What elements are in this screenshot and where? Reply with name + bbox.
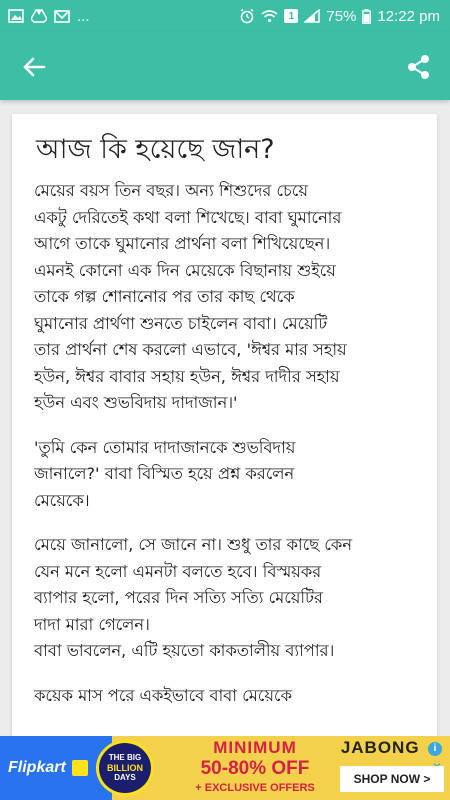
bbd-top: THE BIG [108,753,142,762]
ad-offer-text [170,738,340,796]
notification-icons [0,8,90,25]
jabong-logo: JABONG [340,738,420,757]
signal-icon [304,9,320,23]
share-icon [402,68,434,87]
status-bar [0,0,450,32]
story-paragraph: কয়েক মাস পরে একইভাবে বাবা মেয়েকে [34,685,292,705]
sim-badge: 1 [284,9,298,23]
wifi-icon [261,9,278,23]
image-icon [8,9,24,23]
app-bar [0,32,450,100]
story-paragraph: মেয়ে জানালো, সে জানে না। শুধু তার কাছে কেন যেন মনে হলো এমনটা বলতে হবে। বিস্ময়কর ব্যাপার হলো, পরের দিন সত্যি সত্যি মেয়েটির দাদা মারা গেলেন। বাবা ভাবলেন, এটি হয়তো কাকতালীয় ব্যাপার। [34,535,352,660]
share-button[interactable] [402,51,434,83]
system-icons [239,8,450,25]
arrow-back-icon [18,68,50,87]
ad-offer-line2: 50-80% OFF [200,758,310,779]
bbd-mid: BILLION [107,763,143,773]
shopping-bag-icon [72,760,88,776]
drive-icon [31,9,47,23]
story-paragraph: 'তুমি কেন তোমার দাদাজানকে শুভবিদায় জানালে?' বাবা বিস্মিত হয়ে প্রশ্ন করলেন মেয়েকে। [34,437,296,510]
alarm-icon [239,8,255,24]
back-button[interactable] [18,51,50,83]
more-notifications: ... [77,7,90,25]
big-billion-days-badge [96,740,154,796]
ad-info-icon[interactable]: i [428,742,442,756]
battery-percent: 75% [326,7,357,25]
bbd-bottom: DAYS [114,773,136,782]
ad-banner[interactable] [0,736,450,800]
battery-icon [362,9,371,24]
clock: 12:22 pm [377,7,440,25]
story-card [12,114,437,754]
story-title: আজ কি হয়েছে জান? [36,134,275,165]
ad-offer-line3: + EXCLUSIVE OFFERS [195,782,315,794]
flipkart-label: Flipkart [8,759,66,776]
ad-offer-line1: MINIMUM [213,738,297,757]
gmail-icon [54,10,70,23]
story-body [12,178,437,709]
shop-now-button[interactable]: SHOP NOW > [340,766,444,792]
story-paragraph: মেয়ের বয়স তিন বছর। অন্য শিশুদের চেয়ে একটু দেরিতেই কথা বলা শিখেছে। বাবা ঘুমানোর আগে তাকে ঘুমানোর প্রার্থনা বলা শিখিয়েছেন। এমনই কোনো এক দিন মেয়েকে বিছানায় শুইয়ে তাকে গল্প শোনানোর পর তার কাছ থেকে ঘুমানোর প্রার্থণা শুনতে চাইলেন বাবা। মেয়েটি তার প্রার্থনা শেষ করলো এভাবে, 'ঈশ্বর মার সহায় হউন, ঈশ্বর বাবার সহায় হউন, ঈশ্বর দাদীর সহায় হউন এবং শুভবিদায় দাদাজান।' [34,181,347,412]
